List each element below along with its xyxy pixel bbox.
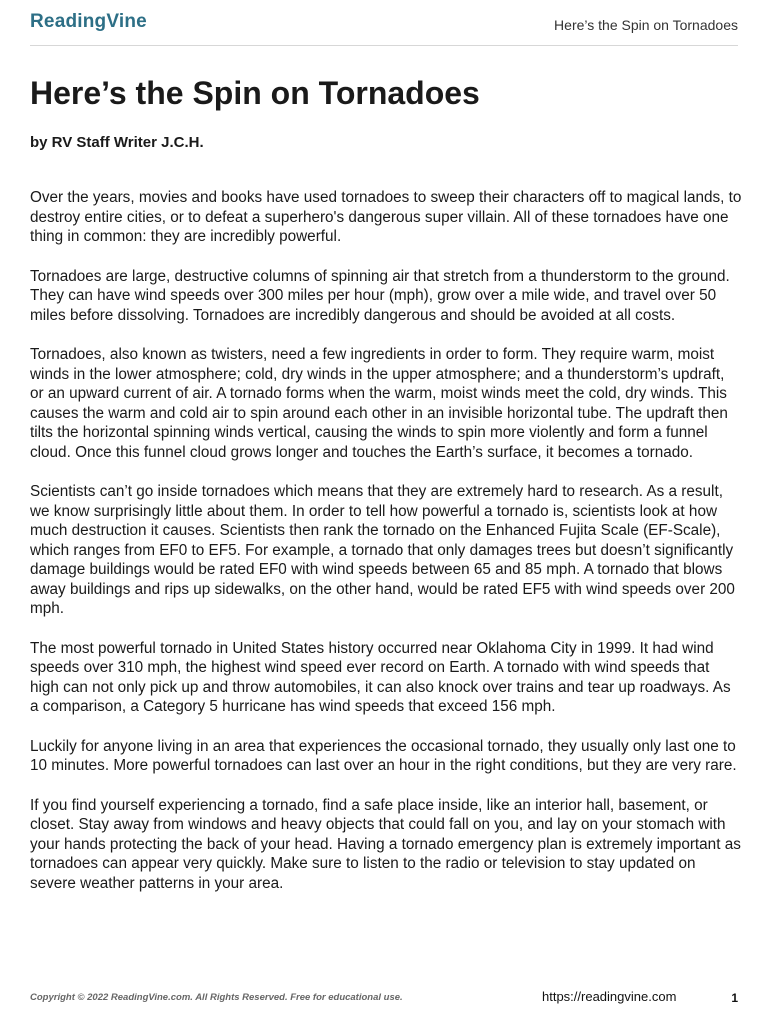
paragraph: Luckily for anyone living in an area that experiences the occasional tornado, they usually only last one to 10 minutes. More powerful tornadoes can last over an hour in the right conditions, but they are very rare. — [30, 737, 737, 774]
readingvine-logo[interactable]: ReadingVine — [30, 11, 147, 32]
copyright-notice: Copyright © 2022 ReadingVine.com. All Rights Reserved. Free for educational use. — [30, 992, 403, 1003]
footer-link[interactable]: https://readingvine.com — [542, 989, 677, 1004]
paragraph: Over the years, movies and books have used tornadoes to sweep their characters off to magical lands, to destroy entire cities, or to defeat a superhero's dangerous super villain. All of these tornadoes have one thing in common: they are incredibly powerful. — [30, 189, 742, 245]
article-title: Here’s the Spin on Tornadoes — [30, 75, 480, 111]
paragraph: The most powerful tornado in United States history occurred near Oklahoma City in 1999. It had wind speeds over 310 mph, the highest wind speed ever record on Earth. A tornado with wind speeds that high can not only pick up and throw automobiles, it can also knock over trains and tear up roadways. As a comparison, a Category 5 hurricane has wind speeds that exceed 156 mph. — [30, 639, 731, 715]
paragraph: If you find yourself experiencing a tornado, find a safe place inside, like an interior hall, basement, or closet. Stay away from windows and heavy objects that could fall on you, and lay on your stomach with your hands protecting the back of your head. Having a tornado emergency plan is extremely important as tornadoes can appear very quickly. Make sure to listen to the radio or television to stay updated on severe weather patterns in your area. — [30, 796, 741, 892]
article-byline: by RV Staff Writer J.C.H. — [30, 134, 204, 151]
paragraph: Tornadoes are large, destructive columns of spinning air that stretch from a thunderstorm to the ground. They can have wind speeds over 300 miles per hour (mph), grow over a mile wide, and travel over 50 miles before dissolving. Tornadoes are incredibly dangerous and should be avoided at all costs. — [30, 267, 730, 324]
page-header — [30, 0, 738, 46]
page-footer — [30, 988, 738, 1008]
page-number: 1 — [731, 991, 738, 1005]
paragraph: Scientists can’t go inside tornadoes which means that they are extremely hard to research. As a result, we know surprisingly little about them. In order to tell how powerful a tornado is, scientists look at how much destruction it causes. Scientists then rank the tornado on the Enhanced Fujita Scale (EF-Scale), which ranges from EF0 to EF5. For example, a tornado that only damages trees but doesn’t significantly damage buildings would be rated EF0 with wind speeds between 65 and 85 mph. A tornado that blows away buildings and rips up sidewalks, on the other hand, would be rated EF5 with wind speeds over 200 mph. — [30, 483, 735, 617]
paragraph: Tornadoes, also known as twisters, need a few ingredients in order to form. They require warm, moist winds in the lower atmosphere; cold, dry winds in the upper atmosphere; and a thunderstorm’s updraft, or an upward current of air. A tornado forms when the warm, moist winds meet the cold, dry winds. This causes the warm and cold air to spin around each other in an invisible horizontal tube. The updraft then tilts the horizontal spinning winds vertical, causing the winds to spin more violently and form a funnel cloud. Once this funnel cloud grows longer and touches the Earth’s surface, it becomes a tornado. — [30, 346, 728, 461]
header-title: Here’s the Spin on Tornadoes — [554, 17, 738, 33]
article-body — [30, 188, 742, 913]
